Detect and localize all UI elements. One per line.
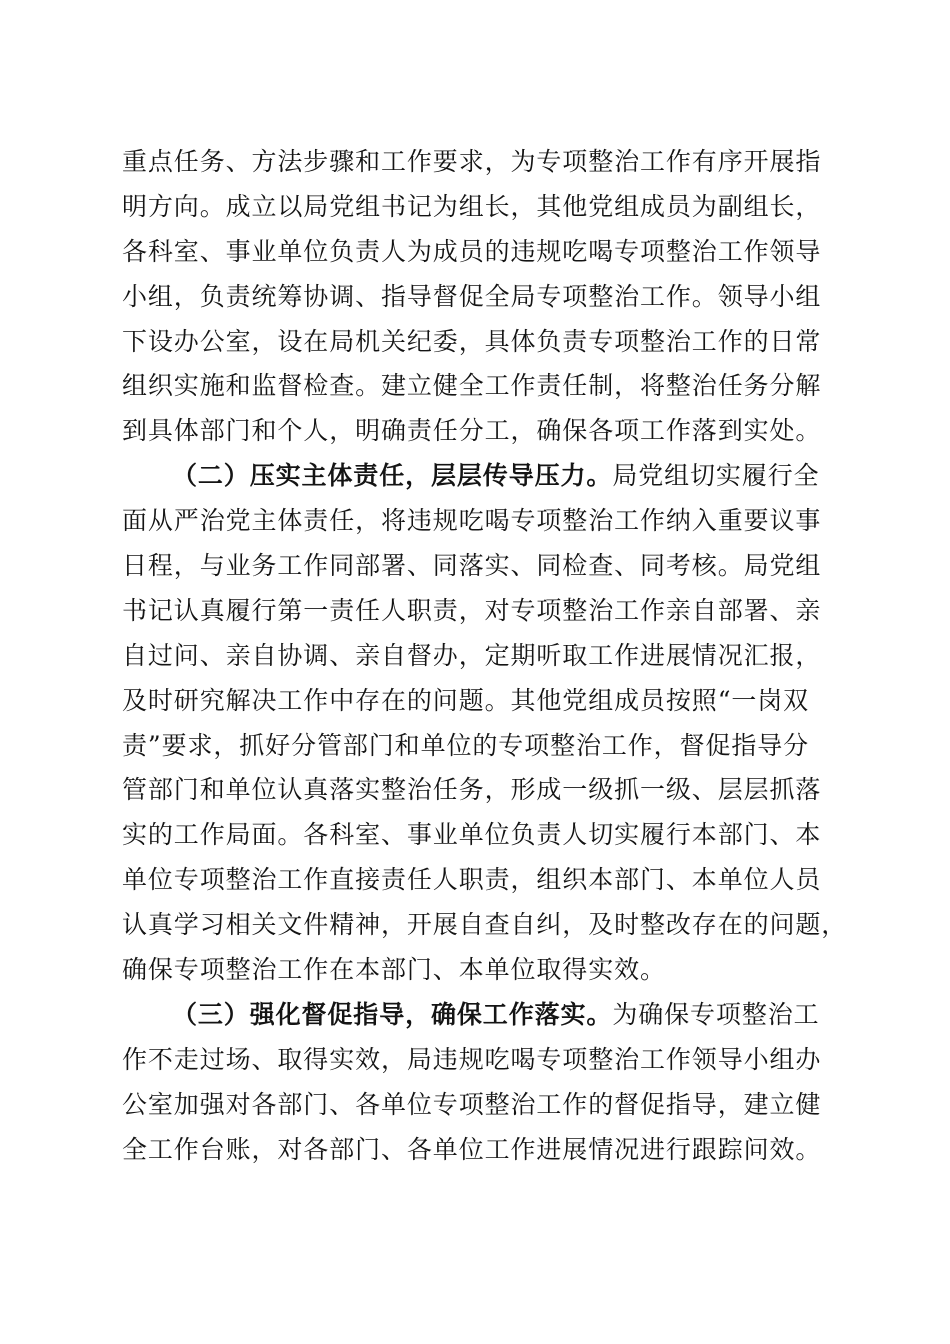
section-3-heading: （三）强化督促指导，确保工作落实。 [172, 999, 613, 1029]
section-3-first-line [122, 993, 838, 1038]
paragraph-line: 全工作台账，对各部门、各单位工作进展情况进行跟踪问效。 [122, 1134, 822, 1164]
section-2-heading: （二）压实主体责任，层层传导压力。 [172, 461, 613, 491]
paragraph-line: 下设办公室，设在局机关纪委，具体负责专项整治工作的日常 [122, 326, 822, 356]
paragraph-line: 明方向。成立以局党组书记为组长，其他党组成员为副组长， [122, 191, 822, 221]
section-2-first-line [122, 454, 838, 499]
document-body [122, 140, 848, 1172]
paragraph-line: 到具体部门和个人，明确责任分工，确保各项工作落到实处。 [122, 416, 822, 446]
section-3-first-line-text: 为确保专项整治工 [612, 999, 820, 1029]
paragraph-line: 作不走过场、取得实效，局违规吃喝专项整治工作领导小组办 [122, 1044, 822, 1074]
paragraph-line: 确保专项整治工作在本部门、本单位取得实效。 [122, 955, 666, 985]
section-2-first-line-text: 局党组切实履行全 [612, 461, 820, 491]
paragraph-line: 认真学习相关文件精神，开展自查自纠，及时整改存在的问题， [122, 910, 848, 940]
paragraph-line: 公室加强对各部门、各单位专项整治工作的督促指导，建立健 [122, 1089, 822, 1119]
paragraph-line: 实的工作局面。各科室、事业单位负责人切实履行本部门、本 [122, 820, 822, 850]
paragraph-line: 管部门和单位认真落实整治任务，形成一级抓一级、层层抓落 [122, 775, 822, 805]
paragraph-line: 及时研究解决工作中存在的问题。其他党组成员按照“一岗双 [122, 685, 810, 715]
paragraph-line: 组织实施和监督检查。建立健全工作责任制，将整治任务分解 [122, 371, 822, 401]
paragraph-line: 各科室、事业单位负责人为成员的违规吃喝专项整治工作领导 [122, 236, 822, 266]
paragraph-line: 责”要求，抓好分管部门和单位的专项整治工作，督促指导分 [122, 730, 810, 760]
paragraph-line: 自过问、亲自协调、亲自督办，定期听取工作进展情况汇报， [122, 640, 822, 670]
paragraph-line: 面从严治党主体责任，将违规吃喝专项整治工作纳入重要议事 [122, 506, 822, 536]
paragraph-line: 单位专项整治工作直接责任人职责，组织本部门、本单位人员 [122, 865, 822, 895]
paragraph-line: 日程，与业务工作同部署、同落实、同检查、同考核。局党组 [122, 551, 822, 581]
paragraph-line: 书记认真履行第一责任人职责，对专项整治工作亲自部署、亲 [122, 595, 822, 625]
paragraph-line: 小组，负责统筹协调、指导督促全局专项整治工作。领导小组 [122, 281, 822, 311]
paragraph-line: 重点任务、方法步骤和工作要求，为专项整治工作有序开展指 [122, 147, 822, 176]
